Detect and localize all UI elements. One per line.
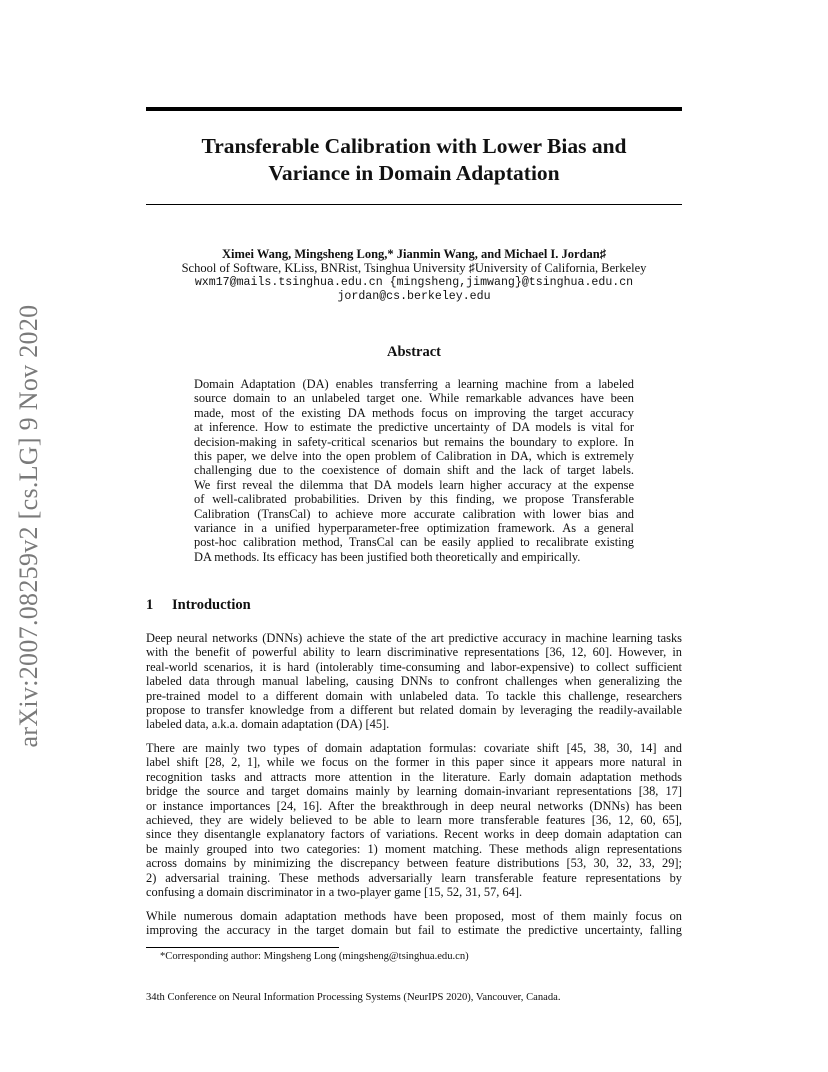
section-number: 1 xyxy=(146,597,154,613)
author-emails: wxm17@mails.tsinghua.edu.cn {mingsheng,jimwang}@tsinghua.edu.cn xyxy=(194,276,634,289)
abstract-line: Calibration (TransCal) to achieve more accurate calibration with lower bias and xyxy=(194,506,634,521)
title-bottom-rule xyxy=(146,204,682,205)
author-list: Ximei Wang, Mingsheng Long,* Jianmin Wang, and Michael I. Jordan♯ xyxy=(222,247,606,261)
paragraph-line: improving the accuracy in the target domain but fail to estimate the predictive uncertainty, falling xyxy=(146,923,682,938)
author-emails: jordan@cs.berkeley.edu xyxy=(337,290,491,303)
abstract-line: this paper, we delve into the open problem of Calibration in DA, which is extremely xyxy=(194,449,634,464)
paragraph-line: labeled data through manual labeling, causing DNNs to confront challenges when generalizing the xyxy=(146,674,682,689)
conference-note: 34th Conference on Neural Information Processing Systems (NeurIPS 2020), Vancouver, Canada. xyxy=(146,992,561,1003)
title-top-rule xyxy=(146,107,682,111)
paragraph-line: confusing a domain discriminator in a two-player game [15, 52, 31, 57, 64]. xyxy=(146,885,523,900)
arxiv-sidebar-stamp xyxy=(6,296,52,756)
paragraph-line: real-world scenarios, it is hard (intolerably time-consuming and labor-expensive) to collect sufficient xyxy=(146,659,682,674)
section-heading-introduction xyxy=(146,597,251,614)
abstract-line: variance in a unified hyperparameter-free optimization framework. As a general xyxy=(194,521,634,536)
title-line: Variance in Domain Adaptation xyxy=(268,161,560,185)
paragraph-line: label shift [28, 2, 1], while we focus on the former in this paper since it appears more natural in xyxy=(146,755,682,770)
abstract-line: post-hoc calibration method, TransCal can be easily applied to recalibrate existing xyxy=(194,535,634,550)
paragraph-line: with the benefit of powerful ability to learn discriminative representations [36, 12, 60]. However, in xyxy=(146,645,682,660)
paragraph-line: labeled data, a.k.a. domain adaptation (DA) [45]. xyxy=(146,717,390,732)
abstract-line: at inference. How to estimate the predictive uncertainty of DA models is vital for xyxy=(194,420,634,435)
abstract-line: of well-calibrated probabilities. Driven by this finding, we propose Transferable xyxy=(194,492,634,507)
paragraph-line: achieved, they are widely believed to be able to learn more transferable features [36, 12, 60, 65], xyxy=(146,813,682,828)
paragraph-line: While numerous domain adaptation methods have been proposed, most of them mainly focus on xyxy=(146,909,682,923)
paper-title xyxy=(146,133,682,187)
paragraph-line: propose to transfer knowledge from a different but related domain by leveraging the readily-available xyxy=(146,703,682,718)
paragraph-line: be mainly grouped into two categories: 1) moment matching. These methods align representations xyxy=(146,841,682,856)
intro-paragraph-1 xyxy=(146,631,682,732)
abstract-line: DA methods. Its efficacy has been justified both theoretically and empirically. xyxy=(194,549,581,564)
abstract-line: decision-making in safety-critical scenarios but remains the boundary to explore. In xyxy=(194,434,634,449)
abstract-line: Domain Adaptation (DA) enables transferring a learning machine from a labeled xyxy=(194,377,634,391)
paragraph-line: recognition tasks and attracts more attention in the literature. Early domain adaptation methods xyxy=(146,769,682,784)
paragraph-line: since they disentangle explanatory factors of variations. Recent works in deep domain adaptation can xyxy=(146,827,682,842)
abstract-line: challenging due to the coexistence of domain shift and the lack of target labels. xyxy=(194,463,634,478)
paragraph-line: pre-trained model to a different domain with unlabeled data. To tackle this challenge, researchers xyxy=(146,688,682,703)
paragraph-line: There are mainly two types of domain adaptation formulas: covariate shift [45, 38, 30, 14] and xyxy=(146,741,682,755)
abstract-body xyxy=(194,377,634,564)
abstract-heading: Abstract xyxy=(387,344,441,360)
intro-paragraph-3 xyxy=(146,909,682,938)
footnote-rule xyxy=(146,947,339,948)
abstract-line: source domain to an unlabeled target one. While remarkable advances have been xyxy=(194,391,634,406)
paragraph-line: across domains by minimizing the discrepancy between feature distributions [53, 30, 32, 33, 29]; xyxy=(146,856,682,871)
abstract-line: We first reveal the dilemma that DA models learn higher accuracy at the expense xyxy=(194,477,634,492)
title-line: Transferable Calibration with Lower Bias and xyxy=(201,134,627,158)
section-title: Introduction xyxy=(172,597,251,613)
intro-paragraph-2 xyxy=(146,741,682,899)
paragraph-line: Deep neural networks (DNNs) achieve the state of the art predictive accuracy in machine learning tasks xyxy=(146,631,682,645)
paragraph-line: bridge the source and target domains mainly by learning domain-invariant representations [38, 17] xyxy=(146,784,682,799)
paragraph-line: or instance importances [24, 16]. After the breakthrough in deep neural networks (DNNs) has been xyxy=(146,798,682,813)
abstract-line: made, most of the existing DA methods focus on improving the target accuracy xyxy=(194,405,634,420)
affiliations: School of Software, KLiss, BNRist, Tsinghua University ♯University of California, Berkeley xyxy=(181,261,647,275)
paragraph-line: 2) adversarial training. These methods adversarially learn transferable feature representations by xyxy=(146,870,682,885)
footnote: *Corresponding author: Mingsheng Long (mingsheng@tsinghua.edu.cn) xyxy=(160,951,469,962)
arxiv-id: arXiv:2007.08259v2 [cs.LG] 9 Nov 2020 xyxy=(14,304,43,748)
